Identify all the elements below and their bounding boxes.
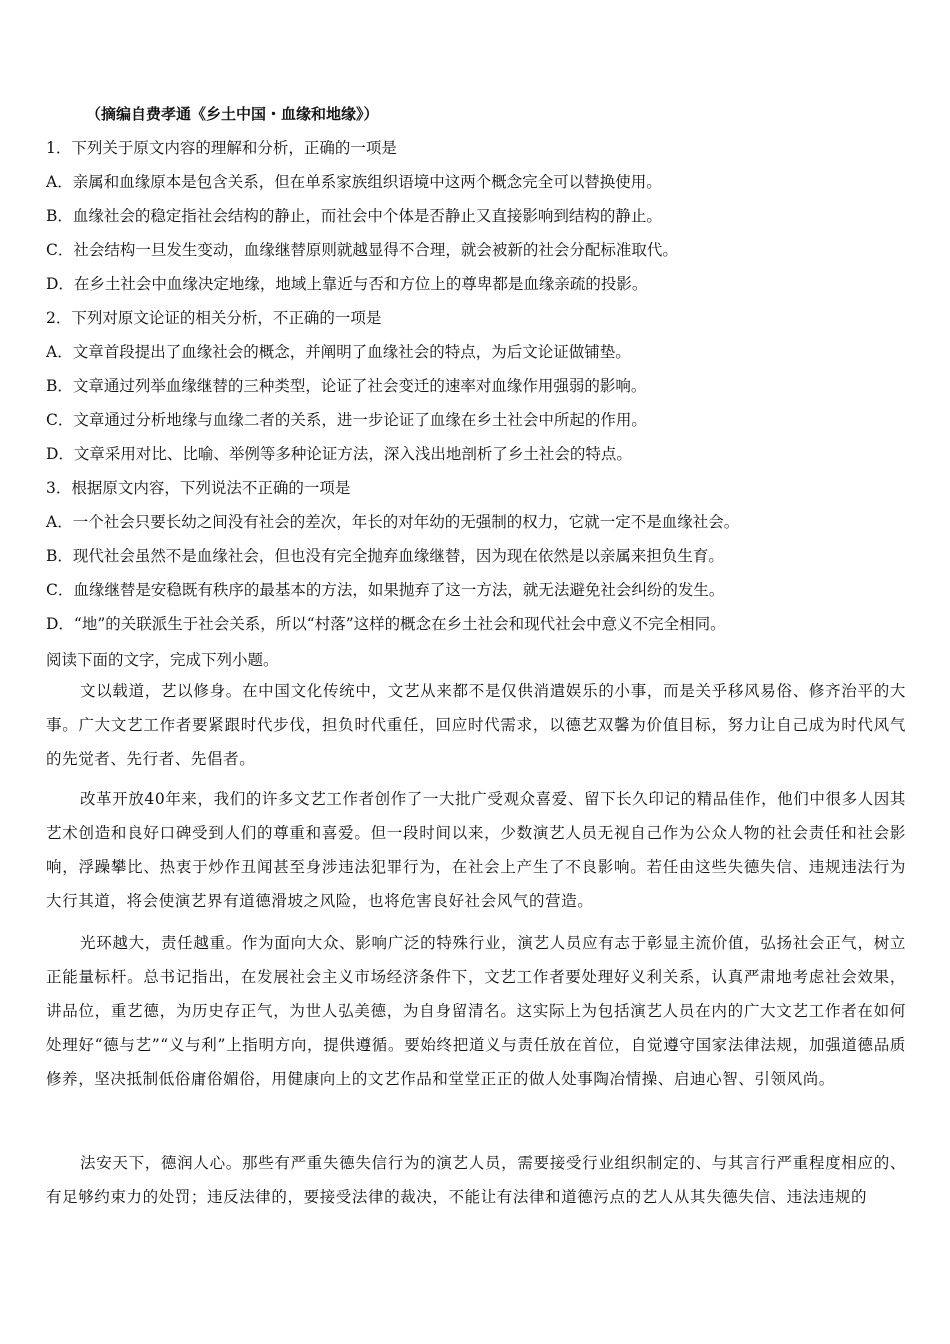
question-2-option-c: C．文章通过分析地缘与血缘二者的关系，进一步论证了血缘在乡土社会中所起的作用。 xyxy=(46,411,647,429)
passage-paragraph-1: 文以载道，艺以修身。在中国文化传统中，文艺从来都不是仅供消遣娱乐的小事，而是关乎移风易俗、修齐治平的大事。广大文艺工作者要紧跟时代步伐，担负时代重任，回应时代需求，以德艺双馨为价值目标，努力让自己成为时代风气的先觉者、先行者、先倡者。 xyxy=(46,682,906,768)
question-1-option-a: A．亲属和血缘原本是包含关系，但在单系家族组织语境中这两个概念完全可以替换使用。 xyxy=(46,173,662,191)
question-1-stem: 1．下列关于原文内容的理解和分析，正确的一项是 xyxy=(46,139,397,157)
question-2-option-a: A．文章首段提出了血缘社会的概念，并阐明了血缘社会的特点，为后文论证做铺垫。 xyxy=(46,343,631,361)
question-2-stem: 2．下列对原文论证的相关分析，不正确的一项是 xyxy=(46,309,382,327)
question-2-option-d: D．文章采用对比、比喻、举例等多种论证方法，深入浅出地剖析了乡土社会的特点。 xyxy=(46,445,632,463)
question-2-option-b: B．文章通过列举血缘继替的三种类型，论证了社会变迁的速率对血缘作用强弱的影响。 xyxy=(46,377,647,395)
reading-instruction: 阅读下面的文字，完成下列小题。 xyxy=(46,651,279,669)
question-3-option-d: D．“地”的关联派生于社会关系，所以“村落”这样的概念在乡土社会和现代社会中意义不完全相同。 xyxy=(46,615,726,633)
question-1-option-c: C．社会结构一旦发生变动，血缘继替原则就越显得不合理，就会被新的社会分配标准取代。 xyxy=(46,241,678,259)
question-1-option-b: B．血缘社会的稳定指社会结构的静止，而社会中个体是否静止又直接影响到结构的静止。 xyxy=(46,207,662,225)
passage-paragraph-2: 改革开放40年来，我们的许多文艺工作者创作了一大批广受观众喜爱、留下长久印记的精品佳作，他们中很多人因其艺术创造和良好口碑受到人们的尊重和喜爱。但一段时间以来，少数演艺人员无视自己作为公众人物的社会责任和社会影响，浮躁攀比、热衷于炒作丑闻甚至身涉违法犯罪行为，在社会上产生了不良影响。若任由这些失德失信、违规违法行为大行其道，将会使演艺界有道德滑坡之风险，也将危害良好社会风气的营造。 xyxy=(46,790,906,910)
question-3-stem: 3．根据原文内容，下列说法不正确的一项是 xyxy=(46,479,351,497)
question-3-option-c: C．血缘继替是安稳既有秩序的最基本的方法，如果抛弃了这一方法，就无法避免社会纠纷的发生。 xyxy=(46,581,725,599)
question-3-option-b: B．现代社会虽然不是血缘社会，但也没有完全抛弃血缘继替，因为现在依然是以亲属来担负生育。 xyxy=(46,547,724,565)
question-1-option-d: D．在乡土社会中血缘决定地缘，地域上靠近与否和方位上的尊卑都是血缘亲疏的投影。 xyxy=(46,275,648,293)
passage-paragraph-3: 光环越大，责任越重。作为面向大众、影响广泛的特殊行业，演艺人员应有志于彰显主流价值，弘扬社会正气，树立正能量标杆。总书记指出，在发展社会主义市场经济条件下，文艺工作者要处理好义利关系，认真严肃地考虑社会效果，讲品位，重艺德，为历史存正气，为世人弘美德，为自身留清名。这实际上为包括演艺人员在内的广大文艺工作者在如何处理好“德与艺”“义与利”上指明方向，提供遵循。要始终把道义与责任放在首位，自觉遵守国家法律法规，加强道德品质修养，坚决抵制低俗庸俗媚俗，用健康向上的文艺作品和堂堂正正的做人处事陶冶情操、启迪心智、引领风尚。 xyxy=(46,934,906,1088)
source-citation: （摘编自费孝通《乡土中国・血缘和地缘》） xyxy=(86,105,379,123)
passage-paragraph-4: 法安天下，德润人心。那些有严重失德失信行为的演艺人员，需要接受行业组织制定的、与其言行严重程度相应的、有足够约束力的处罚；违反法律的，要接受法律的裁决，不能让有法律和道德污点的艺人从其失德失信、违法违规的 xyxy=(46,1154,906,1206)
question-3-option-a: A．一个社会只要长幼之间没有社会的差次，年长的对年幼的无强制的权力，它就一定不是血缘社会。 xyxy=(46,513,740,531)
